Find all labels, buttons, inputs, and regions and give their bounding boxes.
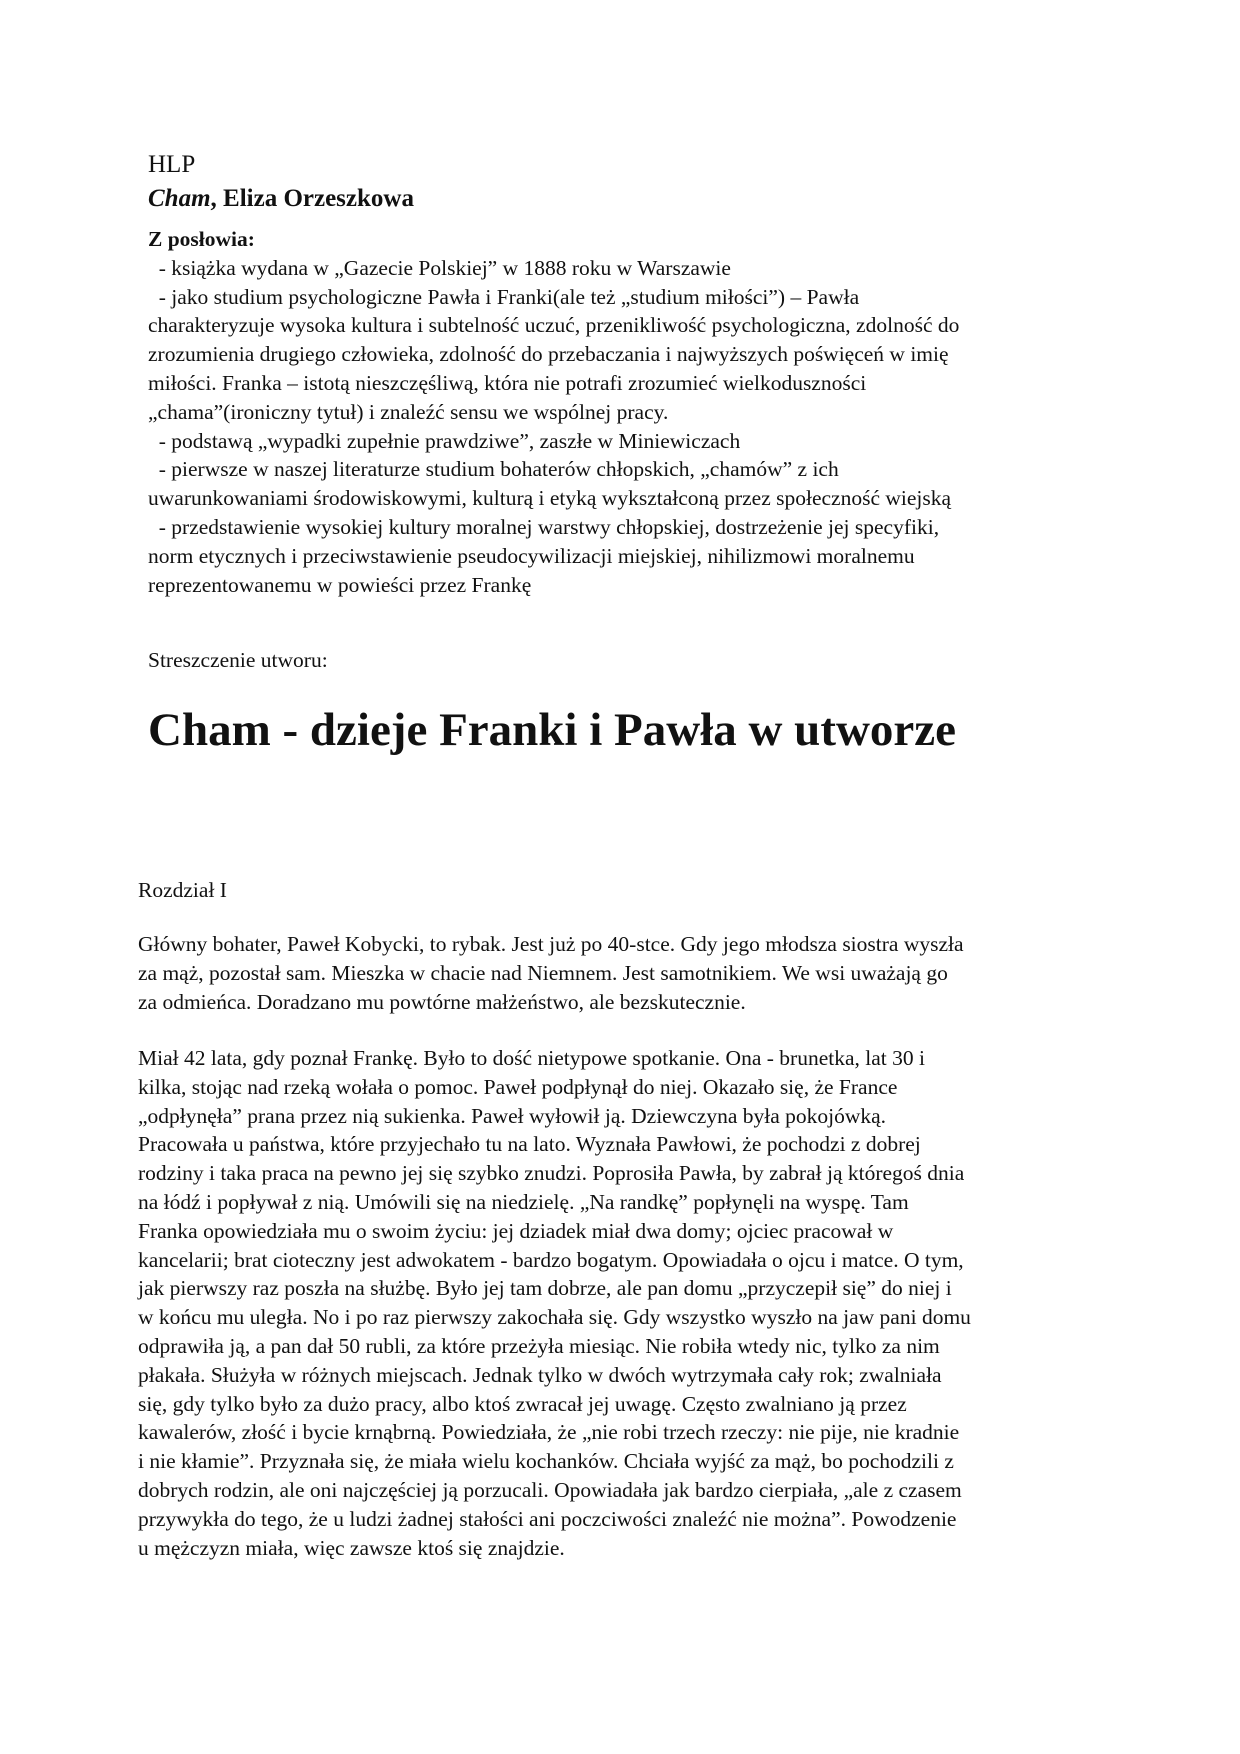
afterword-line: miłości. Franka – istotą nieszczęśliwą, która nie potrafi zrozumieć wielkoduszności	[148, 370, 867, 395]
afterword-section	[148, 225, 1108, 599]
chapter-paragraph-2	[138, 1044, 1108, 1562]
afterword-line: - książka wydana w „Gazecie Polskiej” w 1888 roku w Warszawie	[148, 255, 731, 280]
paragraph-line: kancelarii; brat cioteczny jest adwokatem - bardzo bogatym. Opowiadała o ojcu i matce. O tym,	[138, 1247, 964, 1272]
paragraph-line: za odmieńca. Doradzano mu powtórne małżeństwo, ale bezskutecznie.	[138, 989, 746, 1014]
paragraph-line: płakała. Służyła w różnych miejscach. Jednak tylko w dwóch wytrzymała cały rok; zwalniała	[138, 1362, 942, 1387]
afterword-heading: Z posłowia:	[148, 227, 255, 251]
course-code: HLP	[148, 151, 196, 178]
paragraph-line: u mężczyzn miała, więc zawsze ktoś się znajdzie.	[138, 1535, 565, 1560]
paragraph-line: „odpłynęła” prana przez nią sukienka. Paweł wyłowił ją. Dziewczyna była pokojówką.	[138, 1103, 887, 1128]
paragraph-line: za mąż, pozostał sam. Mieszka w chacie nad Niemnem. Jest samotnikiem. We wsi uważają go	[138, 960, 948, 985]
paragraph-line: Główny bohater, Paweł Kobycki, to rybak. Jest już po 40-stce. Gdy jego młodsza siostra wyszła	[138, 932, 964, 956]
chapter-paragraph-1	[138, 930, 1108, 1016]
title-italic: Cham	[148, 185, 211, 212]
afterword-line: - pierwsze w naszej literaturze studium bohaterów chłopskich, „chamów” z ich	[148, 457, 839, 482]
paragraph-line: dobrych rodzin, ale oni najczęściej ją porzucali. Opowiadała jak bardzo cierpiała, „ale z czasem	[138, 1477, 962, 1502]
afterword-line: norm etycznych i przeciwstawienie pseudocywilizacji miejskiej, nihilizmowi moralnemu	[148, 543, 915, 568]
afterword-line: reprezentowanemu w powieści przez Frankę	[148, 572, 532, 597]
afterword-line: „chama”(ironiczny tytuł) i znaleźć sensu we wspólnej pracy.	[148, 399, 669, 424]
paragraph-line: Pracowała u państwa, które przyjechało tu na lato. Wyznała Pawłowi, że pochodzi z dobrej	[138, 1132, 921, 1157]
paragraph-line: w końcu mu uległa. No i po raz pierwszy zakochała się. Gdy wszystko wyszło na jaw pani domu	[138, 1305, 971, 1330]
afterword-line: uwarunkowaniami środowiskowymi, kulturą i etyką wykształconą przez społeczność wiejską	[148, 486, 952, 511]
paragraph-line: i nie kłamie”. Przyznała się, że miała wielu kochanków. Chciała wyjść za mąż, bo pochodzili z	[138, 1449, 954, 1474]
work-title	[148, 182, 1108, 216]
afterword-line: zrozumienia drugiego człowieka, zdolność do przebaczania i najwyższych poświęceń w imię	[148, 342, 949, 367]
paragraph-line: Miał 42 lata, gdy poznał Frankę. Było to dość nietypowe spotkanie. Ona - brunetka, lat 30 i	[138, 1046, 925, 1070]
paragraph-line: na łódź i popływał z nią. Umówili się na niedzielę. „Na randkę” popłynęli na wyspę. Tam	[138, 1189, 909, 1214]
paragraph-line: się, gdy tylko było za dużo pracy, albo ktoś zwracał jej uwagę. Często zwalniano ją przez	[138, 1391, 907, 1416]
paragraph-line: odprawiła ją, a pan dał 50 rubli, za które przeżyła miesiąc. Nie robiła wtedy nic, tylko za nim	[138, 1333, 940, 1358]
paragraph-line: Franka opowiedziała mu o swoim życiu: jej dziadek miał dwa domy; ojciec pracował w	[138, 1218, 894, 1243]
paragraph-line: rodziny i taka praca na pewno jej się szybko znudzi. Poprosiła Pawła, by zabrał ją któregoś dnia	[138, 1161, 965, 1186]
author-name: , Eliza Orzeszkowa	[210, 185, 414, 212]
afterword-line: - przedstawienie wysokiej kultury moralnej warstwy chłopskiej, dostrzeżenie jej specyfiki,	[148, 514, 940, 539]
paragraph-line: jak pierwszy raz poszła na służbę. Było jej tam dobrze, ale pan domu „przyczepił się” do niej i	[138, 1276, 952, 1301]
paragraph-line: kawalerów, złość i bycie krnąbrną. Powiedziała, że „nie robi trzech rzeczy: nie pije, nie kradnie	[138, 1420, 960, 1445]
summary-label: Streszczenie utworu:	[148, 648, 328, 672]
afterword-line: - jako studium psychologiczne Pawła i Franki(ale też „studium miłości”) – Pawła	[148, 284, 860, 309]
paragraph-line: przywykła do tego, że u ludzi żadnej stałości ani poczciwości znaleźć nie można”. Powodzenie	[138, 1506, 957, 1531]
document-header	[148, 148, 1108, 216]
paragraph-line: kilka, stojąc nad rzeką wołała o pomoc. Paweł podpłynął do niej. Okazało się, że France	[138, 1074, 898, 1099]
afterword-line: - podstawą „wypadki zupełnie prawdziwe”, zaszłe w Miniewiczach	[148, 428, 741, 453]
main-heading: Cham - dzieje Franki i Pawła w utworze	[148, 704, 956, 756]
afterword-line: charakteryzuje wysoka kultura i subtelność uczuć, przenikliwość psychologiczna, zdolność do	[148, 313, 960, 338]
chapter-label: Rozdział I	[138, 878, 227, 902]
